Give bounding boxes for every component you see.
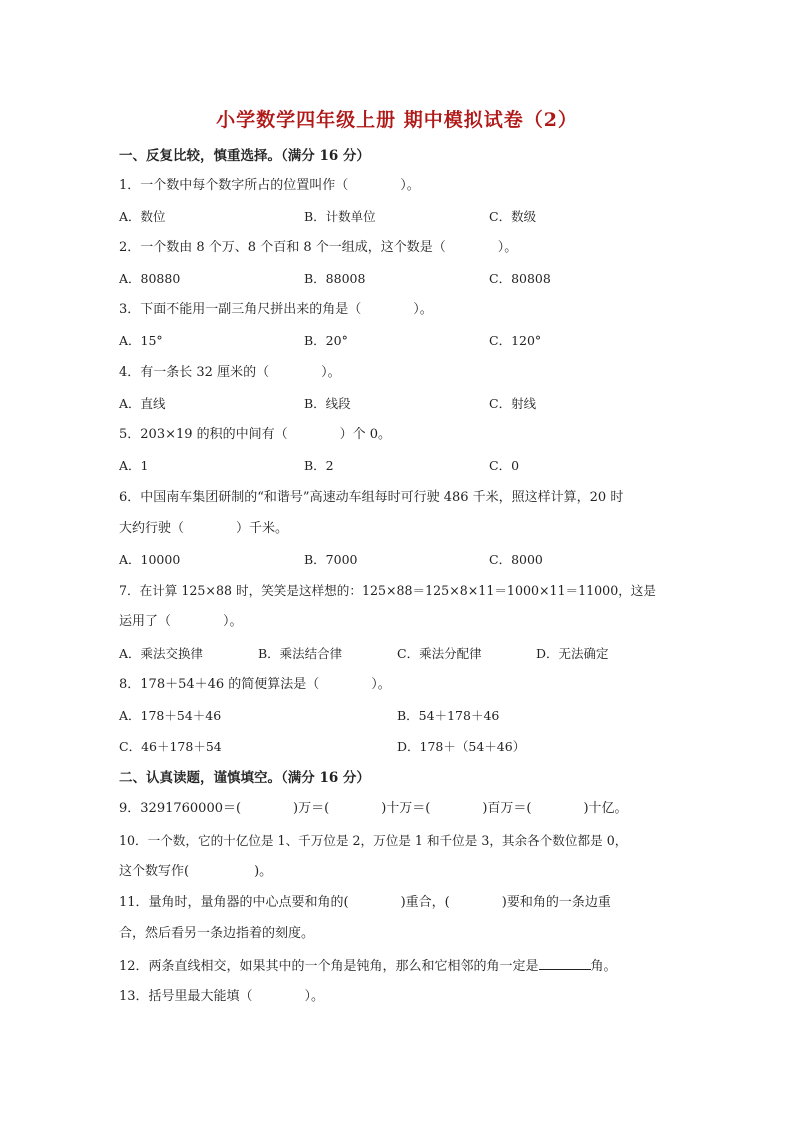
q1-option-a: A．数位 — [119, 209, 166, 224]
q8-option-b: B．54＋178＋46 — [397, 708, 500, 723]
q7-option-a: A．乘法交换律 — [119, 646, 204, 661]
q4-option-c: C．射线 — [489, 396, 537, 411]
question-7-line-2: 运用了（ ）。 — [119, 614, 243, 629]
question-3: 3．下面不能用一副三角尺拼出来的角是（ ）。 — [119, 302, 433, 317]
question-12 — [119, 957, 617, 976]
question-13: 13．括号里最大能填（ ）。 — [119, 989, 325, 1004]
q2-option-c: C．80808 — [489, 271, 551, 286]
q8-option-a: A．178＋54＋46 — [119, 708, 222, 723]
section-1-heading: 一、反复比较，慎重选择。（满分 16 分） — [119, 148, 370, 164]
question-11-line-2: 合，然后看另一条边指着的刻度。 — [119, 926, 315, 941]
q6-option-a: A．10000 — [119, 552, 181, 567]
question-1: 1．一个数中每个数字所占的位置叫作（ ）。 — [119, 178, 420, 193]
q1-option-c: C．数级 — [489, 209, 537, 224]
q5-option-b: B．2 — [304, 458, 334, 473]
question-5: 5．203×19 的积的中间有（ ）个 0。 — [119, 427, 392, 442]
q3-option-b: B．20° — [304, 333, 348, 348]
q1-option-b: B．计数单位 — [304, 209, 376, 224]
q8-option-c: C．46＋178＋54 — [119, 739, 222, 754]
q5-option-c: C．0 — [489, 458, 520, 473]
question-7-line-1: 7．在计算 125×88 时，笑笑是这样想的：125×88＝125×8×11＝1000×11＝11000，这是 — [119, 583, 656, 598]
q7-option-c: C．乘法分配律 — [397, 646, 482, 661]
question-11-line-1: 11．量角时，量角器的中心点要和角的( )重合，( )要和角的一条边重 — [119, 895, 611, 910]
question-6-line-2: 大约行驶（ ）千米。 — [119, 521, 289, 536]
q4-option-a: A．直线 — [119, 396, 166, 411]
q6-option-c: C．8000 — [489, 552, 543, 567]
q2-option-b: B．88008 — [304, 271, 366, 286]
q5-option-a: A．1 — [119, 458, 149, 473]
q7-option-b: B．乘法结合律 — [258, 646, 343, 661]
q2-option-a: A．80880 — [119, 271, 181, 286]
q3-option-c: C．120° — [489, 333, 542, 348]
page-title: 小学数学四年级上册 期中模拟试卷（2） — [216, 109, 578, 131]
q7-option-d: D．无法确定 — [536, 646, 609, 661]
question-12-suffix: 角。 — [590, 959, 617, 974]
question-12-text: 12．两条直线相交，如果其中的一个角是钝角，那么和它相邻的角一定是 — [119, 959, 539, 974]
q3-option-a: A．15° — [119, 333, 163, 348]
question-4: 4．有一条长 32 厘米的（ ）。 — [119, 365, 341, 380]
question-6-line-1: 6．中国南车集团研制的“和谐号”高速动车组每时可行驶 486 千米，照这样计算，20 时 — [119, 490, 624, 505]
question-10-line-2: 这个数写作( )。 — [119, 864, 273, 879]
section-2-heading: 二、认真读题，谨慎填空。（满分 16 分） — [119, 770, 370, 786]
question-8: 8．178＋54＋46 的简便算法是（ ）。 — [119, 677, 391, 692]
q8-option-d: D．178＋（54＋46） — [397, 739, 526, 754]
question-9: 9．3291760000＝( )万＝( )十万＝( )百万＝( )十亿。 — [119, 801, 628, 816]
q4-option-b: B．线段 — [304, 396, 351, 411]
q6-option-b: B．7000 — [304, 552, 358, 567]
question-10-line-1: 10．一个数，它的十亿位是 1、千万位是 2，万位是 1 和千位是 3，其余各个数位都是 0， — [119, 833, 628, 848]
question-2: 2．一个数由 8 个万、8 个百和 8 个一组成，这个数是（ ）。 — [119, 240, 518, 255]
answer-blank-line — [539, 957, 591, 970]
